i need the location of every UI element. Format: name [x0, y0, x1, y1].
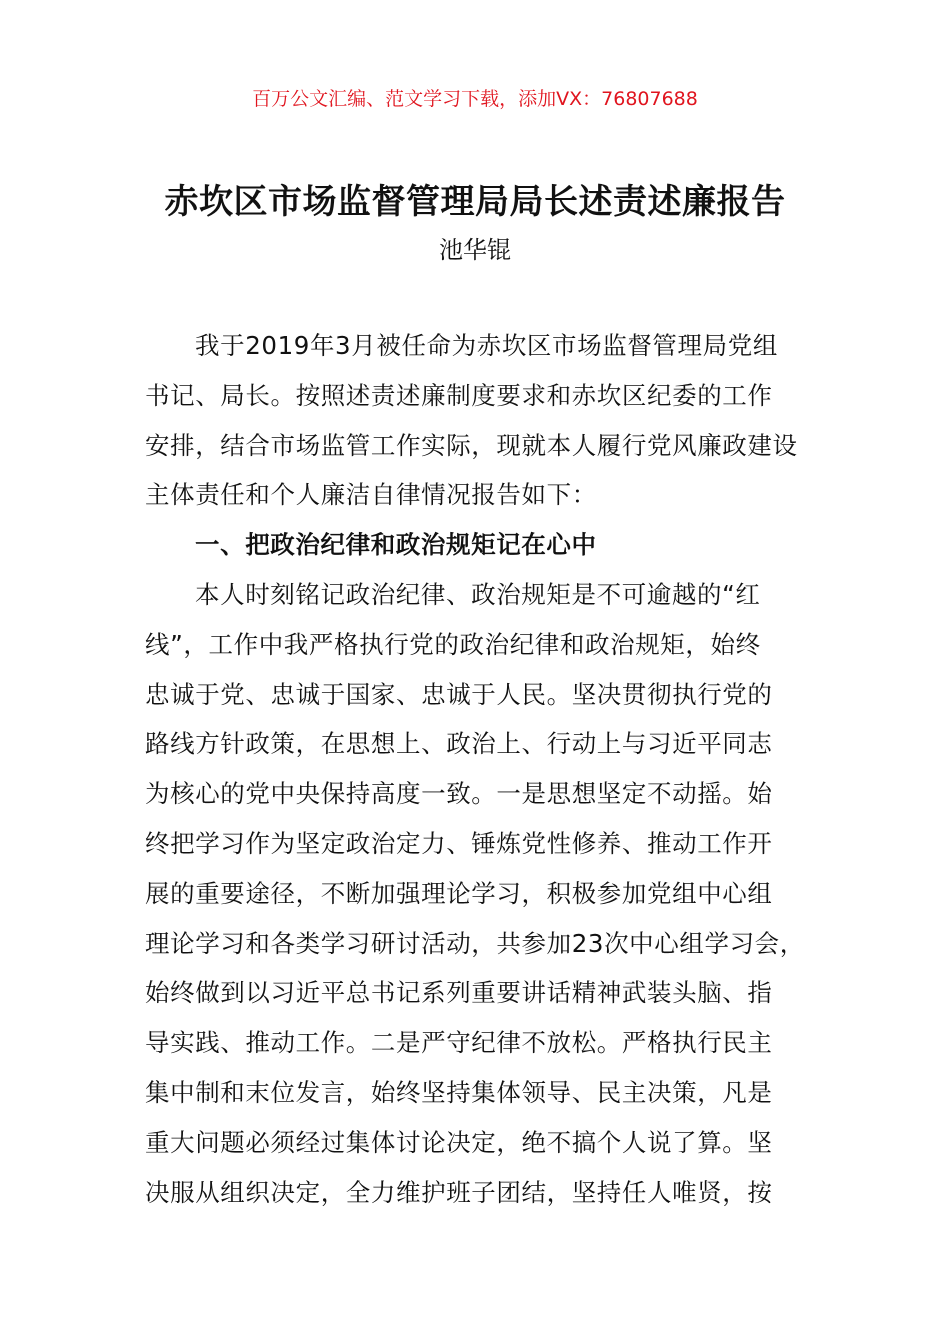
paragraph-line: 导实践、推动工作。二是严守纪律不放松。严格执行民主 [145, 1028, 773, 1058]
paragraph-line: 主体责任和个人廉洁自律情况报告如下： [145, 480, 597, 510]
paragraph-line: 线”，工作中我严格执行党的政治纪律和政治规矩，始终 [145, 629, 761, 659]
watermark-banner: 百万公文汇编、范文学习下载，添加VX：76807688 [252, 88, 698, 110]
paragraph-line: 本人时刻铭记政治纪律、政治规矩是不可逾越的“红 [195, 579, 761, 609]
paragraph-line: 安排，结合市场监管工作实际，现就本人履行党风廉政建设 [145, 430, 798, 460]
paragraph-line: 理论学习和各类学习研讨活动，共参加23次中心组学习会， [145, 928, 805, 958]
paragraph-line: 为核心的党中央保持高度一致。一是思想坚定不动摇。始 [145, 779, 773, 809]
document-author: 池华锟 [439, 236, 511, 264]
paragraph-line: 展的重要途径，不断加强理论学习，积极参加党组中心组 [145, 878, 773, 908]
paragraph-line: 我于2019年3月被任命为赤坎区市场监督管理局党组 [195, 331, 778, 360]
paragraph-line: 终把学习作为坚定政治定力、锤炼党性修养、推动工作开 [145, 828, 773, 858]
paragraph-line: 忠诚于党、忠诚于国家、忠诚于人民。坚决贯彻执行党的 [145, 679, 773, 709]
paragraph-line: 路线方针政策，在思想上、政治上、行动上与习近平同志 [145, 729, 773, 759]
document-title: 赤坎区市场监督管理局局长述责述廉报告 [164, 182, 786, 222]
section-heading: 一、把政治纪律和政治规矩记在心中 [195, 530, 597, 560]
document-body [145, 328, 845, 1224]
paragraph-line: 书记、局长。按照述责述廉制度要求和赤坎区纪委的工作 [145, 380, 773, 410]
paragraph-line: 始终做到以习近平总书记系列重要讲话精神武装头脑、指 [145, 978, 773, 1008]
paragraph-line: 集中制和末位发言，始终坚持集体领导、民主决策，凡是 [145, 1077, 773, 1107]
paragraph-line: 决服从组织决定，全力维护班子团结，坚持任人唯贤，按 [145, 1177, 773, 1207]
paragraph-line: 重大问题必须经过集体讨论决定，绝不搞个人说了算。坚 [145, 1127, 773, 1157]
